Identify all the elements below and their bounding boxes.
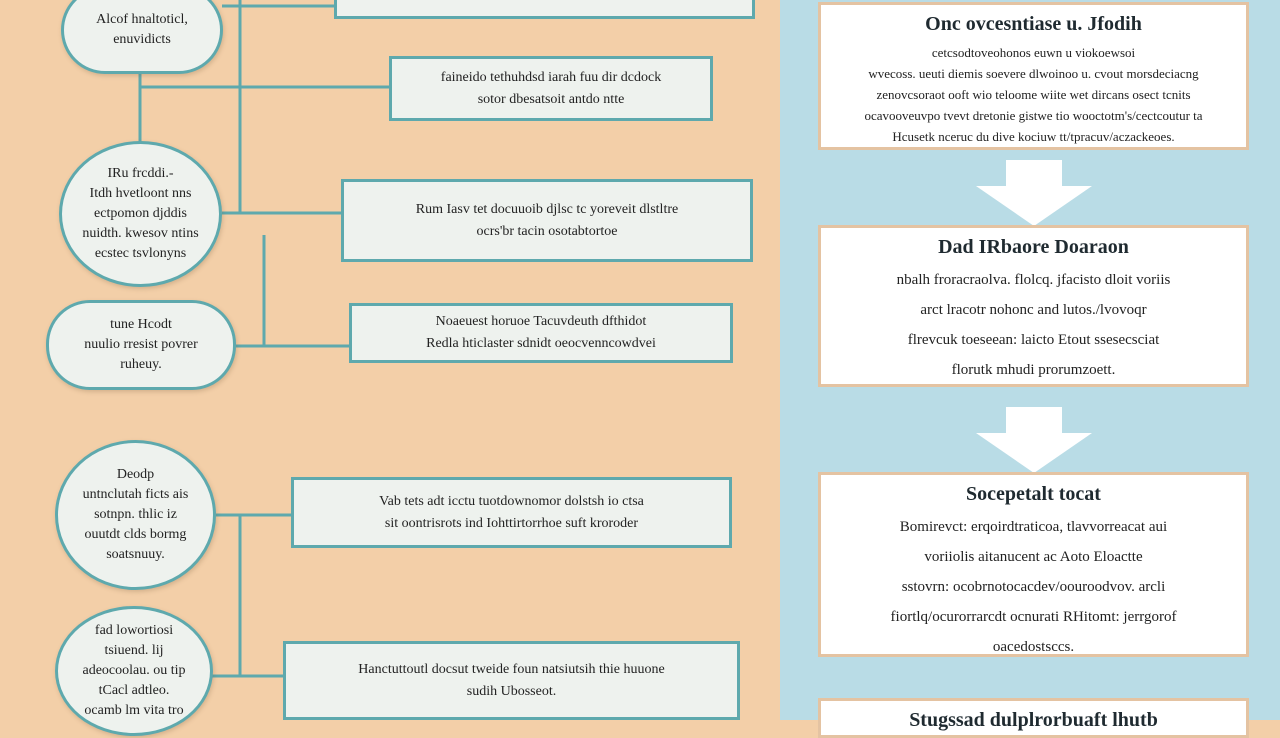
node-text: Alcof hnaltoticl, [96,12,188,27]
oval-node-5 [55,606,213,736]
node-text: nuidth. kwesov ntins [82,226,199,241]
node-text: ouutdt clds bormg [84,527,187,542]
down-arrow-icon [976,186,1092,226]
oval-node-4 [55,440,216,590]
box-text: ocrs'br tacin osotabtortoe [476,223,618,239]
card-title: Dad IRbaore Doaraon [938,236,1129,258]
card-title: Stugssad dulplrorbuaft lhutb [909,709,1158,731]
down-arrow-stem-2 [1006,407,1062,435]
info-card-3 [818,472,1249,657]
box-text: faineido tethuhdsd iarah fuu dir dcdock [440,69,662,85]
process-box-2 [341,179,753,262]
node-text: soatsnuuy. [106,547,165,562]
down-arrow-stem-1 [1006,160,1062,188]
node-text: IRu frcddi.- [107,166,174,181]
card-line: cetcsodtoveohonos euwn u viokoewsoi [931,45,1136,60]
node-text: ruheuy. [120,357,162,372]
process-box-3 [349,303,733,363]
process-box-4 [291,477,732,548]
card-line: wvecoss. ueuti diemis soevere dlwoinoo u. cvout morsdeciacng [868,66,1199,81]
top-box-partial [334,0,755,19]
box-text: Rum Iasv tet docuuoib djlsc tc yoreveit dlstltre [415,201,679,217]
box-text: Redla hticlaster sdnidt oeocvenncowdvei [426,336,656,351]
card-title: Onc ovcesntiase u. Jfodih [925,13,1142,35]
node-text: tsiuend. lij [104,643,164,658]
card-line: flrevcuk toeseean: laicto Etout ssesecsciat [907,332,1160,348]
oval-node-1 [61,0,223,74]
info-card-4 [818,698,1249,738]
node-text: tune Hcodt [110,317,172,332]
card-line: sstovrn: ocobrnotocacdev/oouroodvov. arcli [901,579,1166,595]
info-card-2 [818,225,1249,387]
node-text: tCacl adtleo. [98,683,170,698]
card-line: arct lracotr nohonc and lutos./lvovoqr [920,302,1147,318]
card-line: fiortlq/ocurorrarcdt ocnurati RHitomt: jerrgorof [890,609,1177,625]
card-line: ocavooveuvpo tvevt dretonie gistwe tio wooctotm's/cectcoutur ta [864,108,1203,123]
card-body [881,512,1187,662]
card-line: Hcusetk nceruc du dive kociuw tt/tpracuv/aczackeoes. [892,129,1175,144]
box-text: Noaeuest horuoe Tacuvdeuth dfthidot [435,314,647,329]
box-text: Vab tets adt icctu tuotdownomor dolstsh io ctsa [379,493,644,509]
card-line: oacedostsccs. [992,639,1075,655]
node-text: ocamb lm vita tro [84,703,184,718]
card-line: nbalh froracraolva. flolcq. jfacisto dloit voriis [896,272,1171,288]
box-text: sit oontrisrots ind Iohttirtorrhoe suft kroroder [384,515,639,531]
box-text: Hanctuttoutl docsut tweide foun natsiutsih thie huuone [358,661,665,677]
card-line: florutk mhudi prorumzoett. [951,362,1116,378]
node-text: enuvidicts [113,32,171,47]
node-text: sotnpn. thlic iz [94,507,177,522]
card-line: zenovcsoraot ooft wio teloome wiite wet dircans osect tcnits [876,87,1191,102]
card-title: Socepetalt tocat [966,483,1101,505]
down-arrow-icon [976,433,1092,473]
oval-node-2 [59,141,222,287]
box-text: sudih Ubosseot. [466,683,557,699]
node-text: untnclutah ficts ais [82,487,189,502]
card-line: voriiolis aitanucent ac Aoto Eloactte [924,549,1143,565]
node-text: Deodp [116,467,155,482]
info-card-1 [818,2,1249,150]
oval-node-3 [46,300,236,390]
node-text: fad lowortiosi [94,623,174,638]
node-text: adeocoolau. ou tip [82,663,186,678]
node-text: Itdh hvetloont nns [89,186,192,201]
process-box-1 [389,56,713,121]
node-text: ectpomon djddis [94,206,187,221]
card-line: Bomirevct: erqoirdtraticoa, tlavvorreacat aui [899,519,1168,535]
node-text: ecstec tsvlonyns [94,246,187,261]
node-text: nuulio rresist povrer [84,337,198,352]
card-body [887,265,1181,385]
box-text: sotor dbesatsoit antdo ntte [477,91,625,107]
process-box-5 [283,641,740,720]
card-body [854,42,1212,147]
